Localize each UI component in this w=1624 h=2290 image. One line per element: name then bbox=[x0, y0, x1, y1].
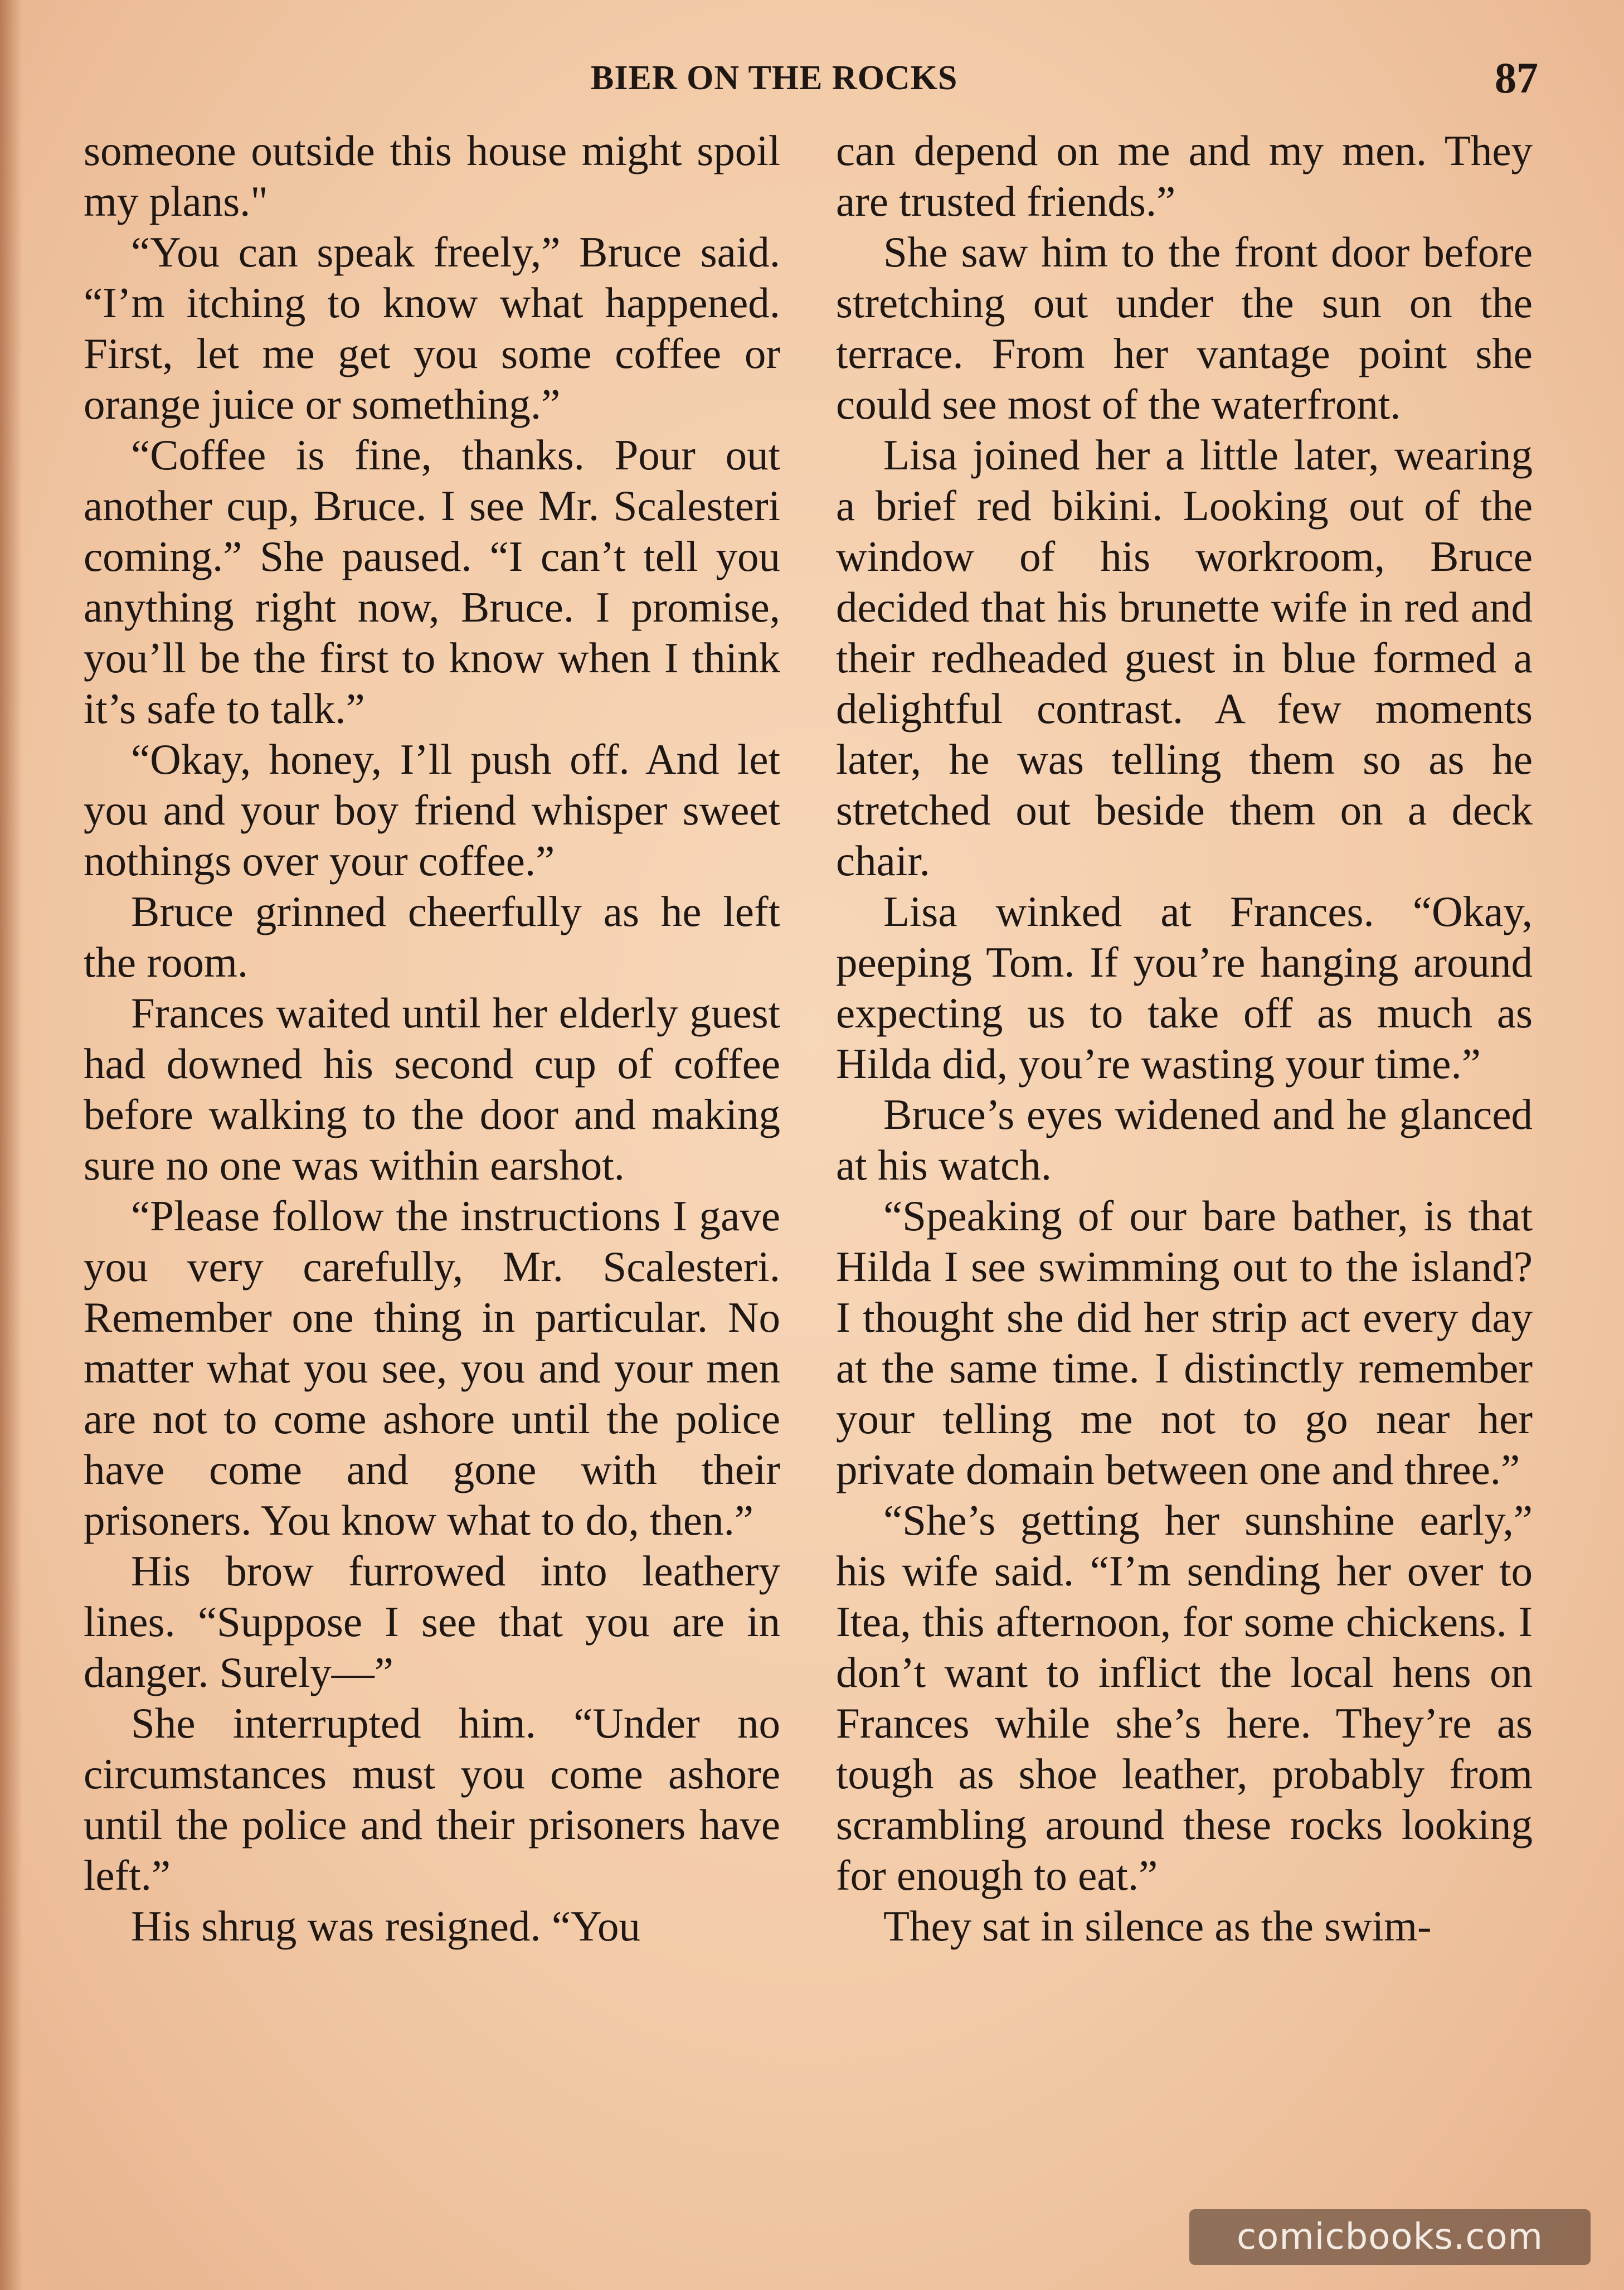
paragraph: Lisa joined her a little later, wearing a brief red bikini. Looking out of the window of his workroom, Bruce decided that his brunette wife in red and their redheaded guest in blue formed a delightful contrast. A few moments later, he was telling them so as he stretched out beside them on a deck chair. bbox=[836, 431, 1533, 885]
paragraph: They sat in silence as the swim- bbox=[883, 1902, 1432, 1950]
paragraph: She interrupted him. “Under no circumstances must you come ashore until the police and their prisoners have left.” bbox=[84, 1699, 780, 1899]
paragraph: His brow furrowed into leathery lines. “Suppose I see that you are in danger. Surely—” bbox=[84, 1547, 780, 1696]
paragraph: “Speaking of our bare bather, is that Hilda I see swimming out to the island? I thought she did her strip act every day at the same time. I distinctly remember your telling me not to go near her private domain between one and three.” bbox=[836, 1192, 1533, 1493]
paragraph: She saw him to the front door before stretching out under the sun on the terrace. From her vantage point she could see most of the waterfront. bbox=[836, 228, 1533, 428]
page-header bbox=[557, 53, 1560, 103]
paragraph: “Coffee is fine, thanks. Pour out another cup, Bruce. I see Mr. Scalesteri coming.” She paused. “I can’t tell you anything right now, Bruce. I promise, you’ll be the first to know when I think it’s safe to talk.” bbox=[84, 431, 780, 732]
paragraph: “Okay, honey, I’ll push off. And let you and your boy friend whisper sweet nothings over your coffee.” bbox=[84, 735, 780, 885]
paragraph: Lisa winked at Frances. “Okay, peeping Tom. If you’re hanging around expecting us to take off as much as Hilda did, you’re wasting your time.” bbox=[836, 887, 1533, 1088]
left-column bbox=[84, 125, 780, 1952]
paragraph: someone outside this house might spoil my plans." bbox=[84, 127, 780, 225]
page-edge-shadow bbox=[0, 0, 22, 2290]
watermark: comicbooks.com bbox=[1189, 2209, 1591, 2265]
running-title: BIER ON THE ROCKS bbox=[591, 59, 958, 97]
paragraph: Frances waited until her elderly guest had downed his second cup of coffee before walking to the door and making sure no one was within earshot. bbox=[84, 989, 780, 1189]
paragraph: “She’s getting her sunshine early,” his wife said. “I’m sending her over to Itea, this afternoon, for some chickens. I don’t want to inflict the local hens on Frances while she’s here. They’re as tough as shoe leather, probably from scrambling around these rocks looking for enough to eat.” bbox=[836, 1496, 1533, 1899]
page-number: 87 bbox=[1495, 54, 1538, 102]
paragraph: “You can speak freely,” Bruce said. “I’m itching to know what happened. First, let me get you some coffee or orange juice or something.” bbox=[84, 228, 780, 428]
paragraph: Bruce’s eyes widened and he glanced at his watch. bbox=[836, 1090, 1533, 1189]
paragraph: can depend on me and my men. They are trusted friends.” bbox=[836, 127, 1533, 225]
paragraph: “Please follow the instructions I gave you very carefully, Mr. Scalesteri. Remember one thing in particular. No matter what you see, you and your men are not to come ashore until the police have come and gone with their prisoners. You know what to do, then.” bbox=[84, 1192, 780, 1544]
paragraph: Bruce grinned cheerfully as he left the room. bbox=[84, 887, 780, 986]
paragraph: His shrug was resigned. “You bbox=[131, 1902, 640, 1950]
right-column bbox=[836, 125, 1533, 1952]
